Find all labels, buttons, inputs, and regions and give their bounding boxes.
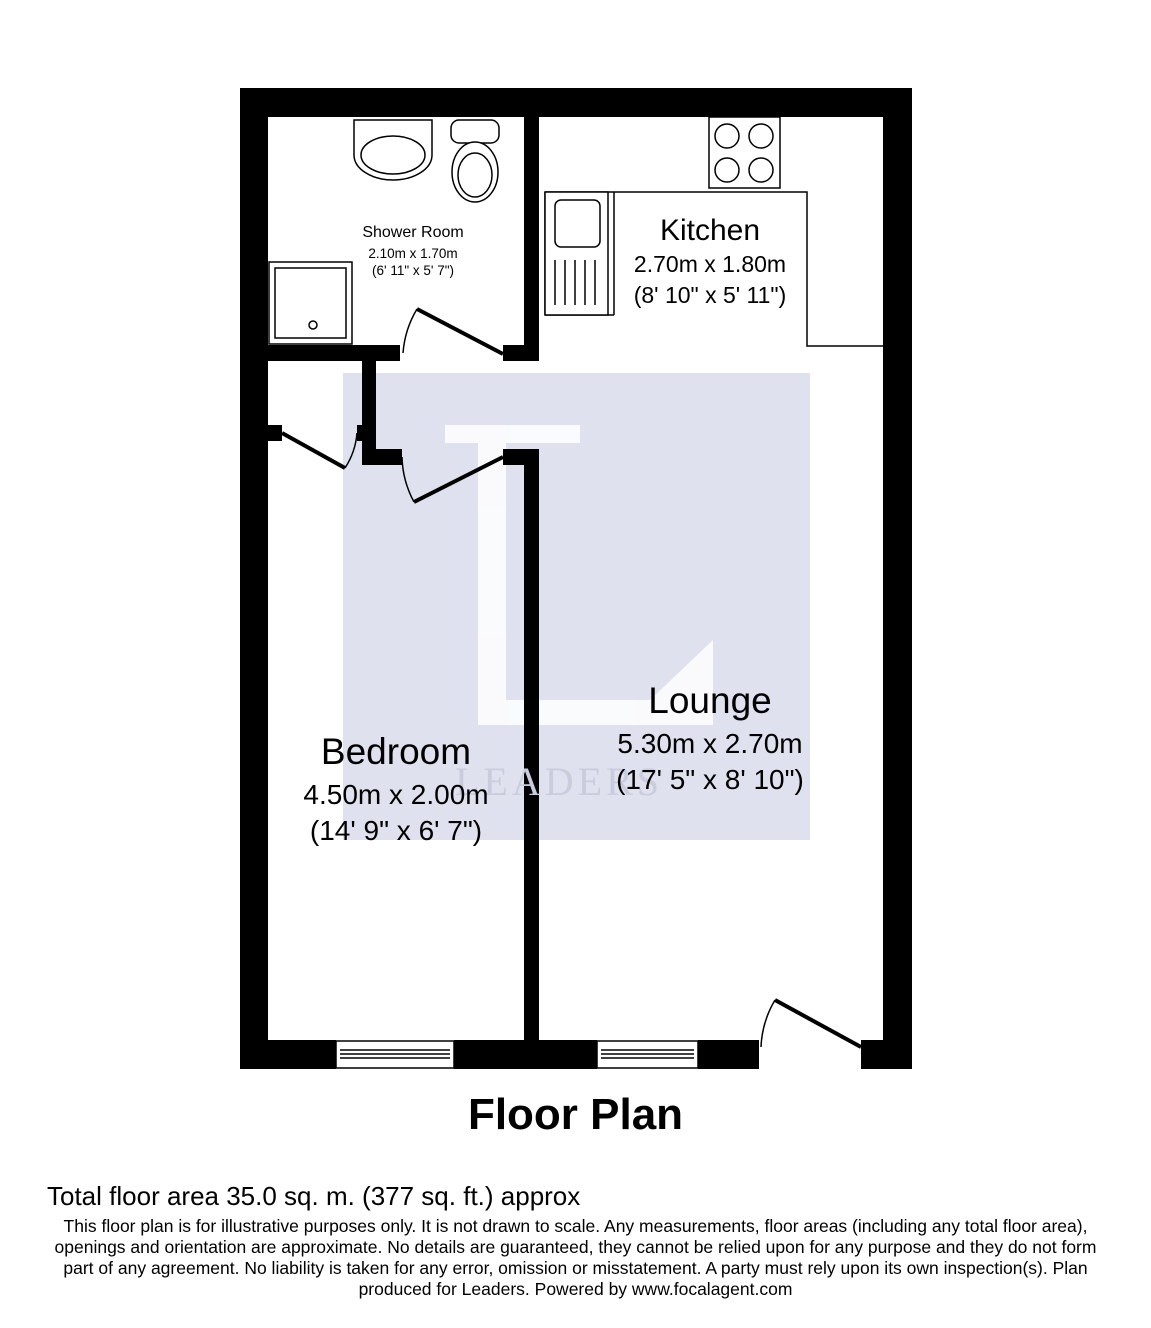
- wall-top: [240, 88, 912, 117]
- bedroom-metric: 4.50m x 2.00m: [303, 779, 489, 810]
- wall-right: [883, 88, 912, 1069]
- wall-shower-bottom-stub: [503, 345, 539, 361]
- total-floor-area: Total floor area 35.0 sq. m. (377 sq. ft.) approx: [47, 1181, 581, 1211]
- wall-bottom-3: [698, 1040, 759, 1069]
- wall-hall-foot: [362, 449, 402, 465]
- watermark-brand: LEADERS: [455, 759, 663, 804]
- kitchen-metric: 2.70m x 1.80m: [633, 251, 787, 277]
- basin-icon: [354, 120, 432, 180]
- bedroom-name: Bedroom: [320, 731, 472, 772]
- window-bedroom: [336, 1041, 454, 1068]
- wall-hall-stub-mid: [357, 425, 376, 441]
- disclaimer-text: This floor plan is for illustrative purposes only. It is not drawn to scale. Any measurements, floor areas (including any total floor area), openings and orientation are approximate. No details are guaranteed, they cannot be relied upon for any purpose and they do not form part of any agreement. No liability is taken for any error, omission or misstatement. A party must rely upon its own inspection(s). Plan produced for Leaders. Powered by www.focalagent.com: [54, 1216, 1097, 1299]
- lounge-metric: 5.30m x 2.70m: [617, 728, 803, 759]
- shower-room-metric: 2.10m x 1.70m: [368, 246, 458, 261]
- bedroom-imperial: (14' 9" x 6' 7"): [309, 815, 483, 846]
- shower-tray-icon: [269, 262, 352, 344]
- lounge-imperial: (17' 5" x 8' 10"): [616, 764, 804, 795]
- kitchen-name: Kitchen: [659, 214, 761, 247]
- toilet-icon: [451, 120, 499, 202]
- wall-left: [240, 88, 268, 1069]
- door-entrance: [761, 1000, 861, 1047]
- wall-bottom-1: [240, 1040, 336, 1069]
- wall-hall-vertical: [362, 345, 376, 465]
- kitchen-imperial: (8' 10" x 5' 11"): [633, 282, 787, 308]
- hob-icon: [709, 117, 780, 188]
- plan-title: Floor Plan: [467, 1090, 684, 1139]
- wall-bed-lounge: [524, 449, 539, 1050]
- lounge-name: Lounge: [648, 680, 772, 721]
- wall-bottom-4: [861, 1040, 912, 1069]
- door-shower: [403, 309, 503, 354]
- shower-room-name: Shower Room: [362, 224, 464, 241]
- wall-shower-kitchen: [524, 88, 539, 361]
- shower-room-imperial: (6' 11" x 5' 7"): [371, 263, 455, 278]
- wall-hall-stub-left: [268, 425, 282, 441]
- window-lounge: [597, 1041, 698, 1068]
- sink-icon: [545, 192, 608, 315]
